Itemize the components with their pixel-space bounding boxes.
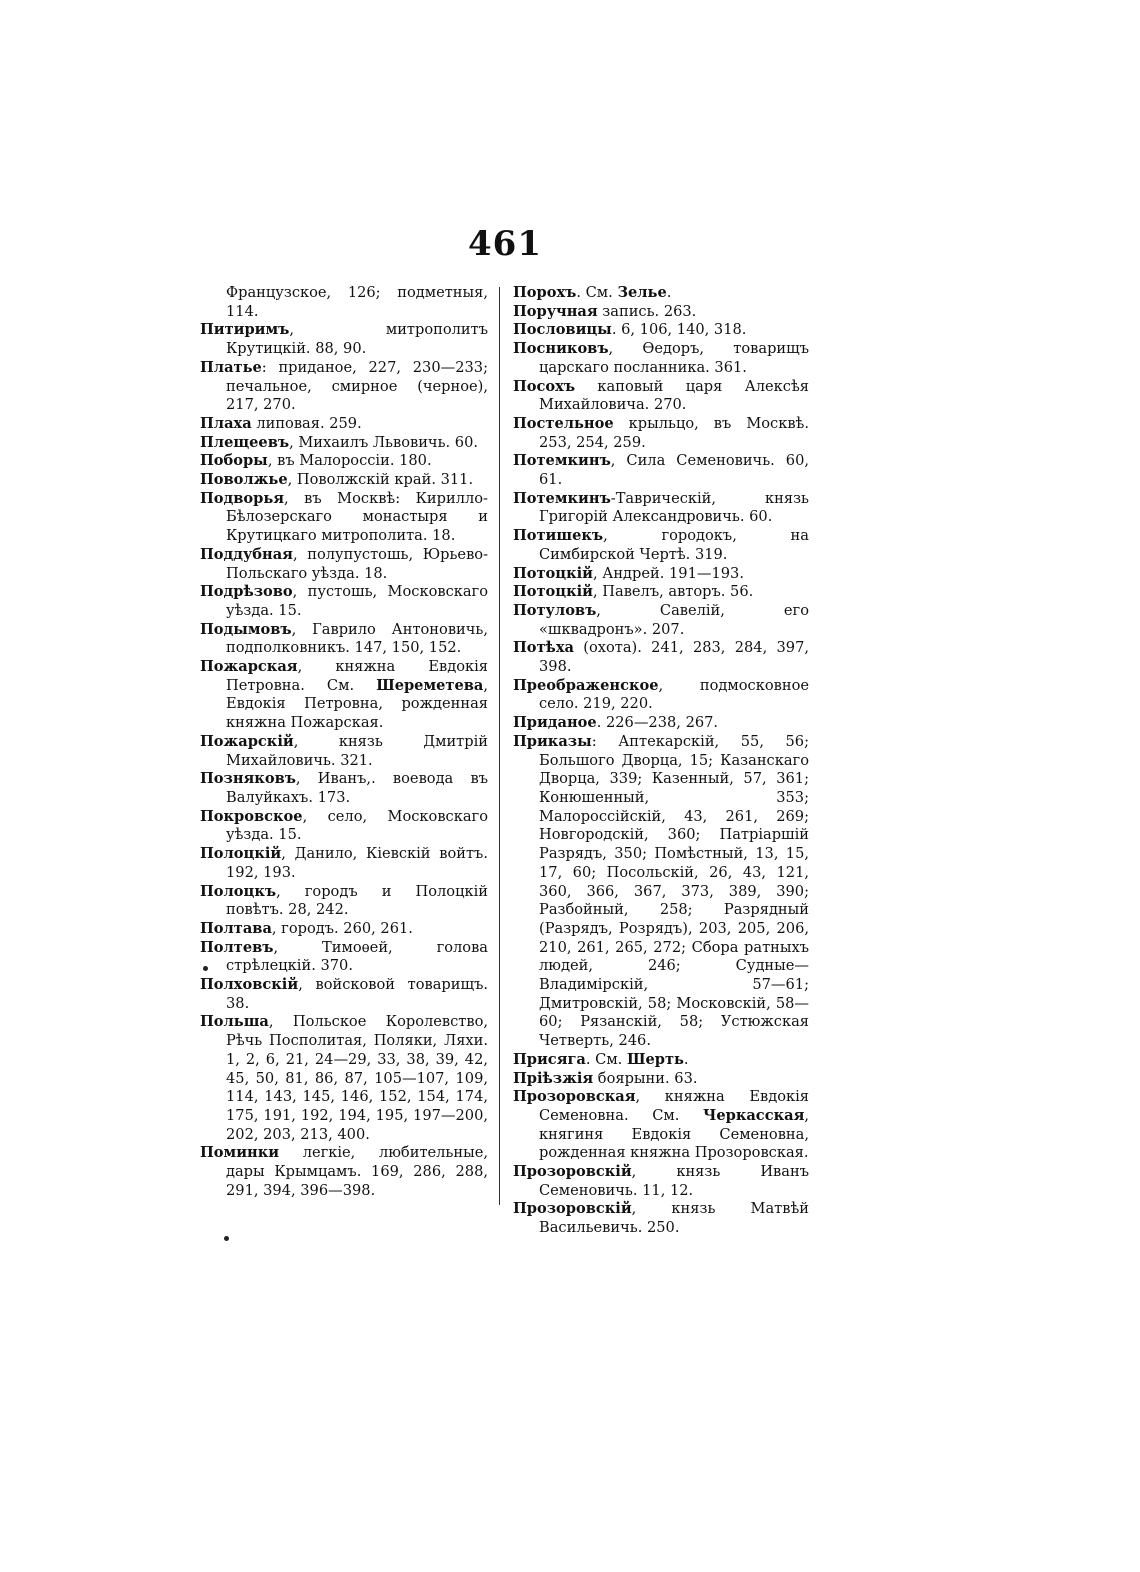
entry-headword: Посниковъ (513, 340, 609, 358)
entry-text: , Польское Королевство, Рѣчь Посполитая, Поляки, Ляхи. 1, 2, 6, 21, 24—29, 33, 38, 39, 42, 45, 50, 81, 86, 87, 105—107, 109, 114, 143, 145, 146, 152, 154, 174, 175, 191, 192, 194, 195, 197—200, 202, 203, 213, 400. (226, 1013, 488, 1143)
entry-headword: Покровское (200, 807, 303, 825)
index-entry (513, 415, 809, 452)
index-entry (200, 321, 488, 358)
entry-text: , князь Матвѣй Васильевичь. 250. (539, 1200, 809, 1237)
index-entry (200, 808, 488, 845)
index-entry (513, 1070, 809, 1089)
entry-headword: Полтевъ (200, 938, 274, 956)
stray-mark (203, 966, 208, 971)
entry-text: , Евдокія Петровна, рожденная княжна Пожарская. (226, 676, 488, 732)
entry-text: . (666, 284, 672, 301)
index-entry (513, 639, 809, 676)
index-entry (513, 565, 809, 584)
entry-headword: Потемкинъ (513, 452, 611, 470)
entry-headword: Полховскій (200, 976, 299, 994)
entry-text: . (683, 1050, 689, 1068)
index-entry (513, 583, 809, 602)
entry-text: легкіе, любительные, дары Крымцамъ. 169, 286, 288, 291, 394, 396—398. (226, 1144, 488, 1199)
index-entry (200, 546, 488, 583)
index-entry (513, 303, 809, 322)
index-entry (200, 976, 488, 1013)
entry-headword: Поволжье (200, 471, 288, 489)
entry-headword: Пословицы (513, 321, 612, 339)
index-entry (200, 1013, 488, 1144)
entry-text: , село, Московскаго уѣзда. 15. (226, 807, 488, 844)
entry-text: , городъ и Полоцкій повѣтъ. 28, 242. (226, 882, 488, 919)
entry-text: , въ Москвѣ: Кирилло-Бѣлозерскаго монастыря и Крутицкаго митрополита. 18. (226, 489, 488, 545)
entry-text: , въ Малороссіи. 180. (267, 452, 432, 470)
entry-headword: Полоцкій (200, 845, 282, 863)
entry-headword: Подворья (200, 489, 285, 507)
entry-text: липовая. 259. (251, 414, 362, 432)
entry-headword: Зелье (617, 284, 667, 301)
entry-headword: Потемкинъ (513, 489, 611, 507)
entry-headword: Поборы (200, 452, 268, 470)
entry-text: Французское, 126; подметныя, 114. (226, 284, 488, 320)
index-entry (513, 340, 809, 377)
index-entry (200, 939, 488, 976)
page-number: 461 (468, 224, 542, 264)
entry-headword: Постельное (513, 414, 614, 432)
entry-text: (охота). 241, 283, 284, 397, 398. (539, 639, 809, 676)
entry-headword: Польша (200, 1013, 269, 1031)
index-entry (200, 920, 488, 939)
entry-text: , Павелъ, авторъ. 56. (592, 583, 754, 601)
entry-headword: Плаха (200, 414, 252, 432)
entry-text: , Иванъ,. воевода въ Валуйкахъ. 173. (226, 770, 488, 806)
entry-text: , подмосковное село. 219, 220. (539, 676, 809, 713)
entry-headword: Прозоровскій (513, 1200, 632, 1218)
column-divider (499, 287, 500, 1205)
index-entry (200, 658, 488, 733)
entry-text: , городъ. 260, 261. (271, 919, 413, 937)
entry-headword: Подрѣзово (200, 583, 293, 601)
index-entry (200, 284, 488, 321)
index-entry (200, 359, 488, 415)
index-entry (200, 415, 488, 434)
index-entry (200, 434, 488, 453)
index-entry (513, 602, 809, 639)
entry-headword: Питиримъ (200, 321, 290, 339)
entry-text: , князь Дмитрій Михайловичь. 321. (226, 732, 488, 769)
entry-text: . 6, 106, 140, 318. (611, 321, 747, 339)
entry-text: , княгиня Евдокія Семеновна, рожденная княжна Прозоровская. (539, 1106, 809, 1162)
entry-headword: Шереметева (376, 676, 484, 694)
entry-headword: Полтава (200, 919, 272, 937)
entry-text: , Сила Семеновичь. 60, 61. (539, 452, 809, 489)
index-entry (200, 583, 488, 620)
index-entry (513, 1051, 809, 1070)
entry-headword: Черкасская (703, 1106, 805, 1124)
entry-headword: Прозоровскій (513, 1163, 632, 1181)
index-entry (513, 321, 809, 340)
index-entry (200, 490, 488, 546)
entry-text: , Андрей. 191—193. (592, 564, 744, 582)
entry-text: запись. 263. (597, 302, 697, 320)
entry-headword: Пожарскій (200, 732, 294, 750)
entry-headword: Приданое (513, 714, 597, 732)
entry-headword: Порохъ (513, 284, 577, 301)
entry-text: , Поволжскій край. 311. (287, 471, 474, 489)
entry-text: , Тимоѳей, голова стрѣлецкій. 370. (226, 938, 488, 975)
entry-text: , княжна Евдокія Семеновна. См. (539, 1088, 809, 1124)
index-entry (513, 1200, 809, 1237)
entry-text: . См. (585, 1050, 627, 1068)
entry-text: : приданое, 227, 230—233; печальное, смирное (черное), 217, 270. (226, 358, 488, 414)
entry-headword: Потишекъ (513, 527, 604, 545)
entry-text: , пустошь, Московскаго уѣзда. 15. (226, 583, 488, 619)
index-entry (200, 452, 488, 471)
entry-text: . 226—238, 267. (596, 714, 719, 732)
entry-headword: Потуловъ (513, 601, 597, 619)
index-entry (513, 490, 809, 527)
index-entry (200, 883, 488, 920)
index-entry (200, 845, 488, 882)
index-column-right (513, 284, 809, 1238)
entry-text: , Ѳедоръ, товарищъ царскаго посланника. 361. (539, 340, 809, 376)
entry-headword: Полоцкъ (200, 882, 277, 900)
index-entry (513, 1163, 809, 1200)
entry-headword: Шерть (626, 1050, 684, 1068)
entry-text: боярыни. 63. (593, 1069, 698, 1087)
index-entry (200, 733, 488, 770)
entry-headword: Поминки (200, 1144, 280, 1162)
index-entry (513, 378, 809, 415)
entry-headword: Подымовъ (200, 620, 292, 638)
entry-headword: Позняковъ (200, 770, 296, 788)
entry-headword: Потѣха (513, 639, 574, 657)
entry-headword: Пріѣзжія (513, 1069, 594, 1087)
index-entry (200, 621, 488, 658)
index-entry (513, 714, 809, 733)
entry-text: , княжна Евдокія Петровна. См. (226, 658, 488, 694)
index-entry (513, 527, 809, 564)
index-entry (200, 471, 488, 490)
entry-text: , Гаврило Антоновичь, подполковникъ. 147, 150, 152. (226, 620, 488, 657)
entry-text: , князь Иванъ Семеновичь. 11, 12. (539, 1163, 809, 1199)
index-entry (513, 1088, 809, 1163)
entry-headword: Присяга (513, 1050, 586, 1068)
entry-headword: Пожарская (200, 658, 298, 676)
entry-text: , митрополитъ Крутицкій. 88, 90. (226, 321, 488, 358)
entry-text: каповый царя Алексѣя Михайловича. 270. (539, 377, 809, 414)
entry-text: : Аптекарскій, 55, 56; Большого Дворца, 15; Казанскаго Дворца, 339; Казенный, 57, 361; Конюшенный, 353; Малороссійскій, 43, 261, 269; Новгородскій, 360; Патріаршій Разрядъ, 350; Помѣстный, 13, 15, 17, 60; Посольскій, 26, 43, 121, 360, 366, 367, 373, 389, 390; Разбойный, 258; Разрядный (Разрядъ, Розрядъ), 203, 205, 206, 210, 261, 265, 272; Сбора ратныхъ людей, 246; Судные—Владимірскій, 57—61; Дмитровскій, 58; Московскій, 58—60; Рязанскій, 58; Устюжская Четверть, 246. (539, 732, 809, 1050)
index-entry (200, 770, 488, 807)
entry-headword: Посохъ (513, 377, 576, 395)
entry-text: , полупустошь, Юрьево-Польскаго уѣзда. 18. (226, 545, 488, 582)
index-entry (513, 452, 809, 489)
index-entry (513, 284, 809, 303)
entry-headword: Преображенское (513, 676, 659, 694)
entry-headword: Потоцкій (513, 583, 593, 601)
entry-headword: Поручная (513, 302, 598, 320)
index-entry (513, 677, 809, 714)
entry-text: , Данило, Кіевскій войтъ. 192, 193. (226, 845, 488, 881)
entry-text: , Савелій, его «шквадронъ». 207. (539, 601, 809, 638)
entry-headword: Потоцкій (513, 564, 593, 582)
entry-headword: Платье (200, 358, 262, 376)
index-entry (200, 1144, 488, 1200)
stray-mark (224, 1236, 229, 1241)
entry-headword: Плещеевъ (200, 433, 290, 451)
entry-text: -Таврическій, князь Григорій Александровичь. 60. (539, 489, 809, 526)
entry-headword: Приказы (513, 732, 592, 750)
index-entry (513, 733, 809, 1051)
index-column-left (200, 284, 488, 1200)
entry-text: . См. (576, 284, 618, 301)
entry-text: крыльцо, въ Москвѣ. 253, 254, 259. (539, 414, 809, 451)
entry-headword: Поддубная (200, 545, 293, 563)
entry-text: , городокъ, на Симбирской Чертѣ. 319. (539, 527, 809, 563)
entry-text: , Михаилъ Львовичь. 60. (289, 433, 479, 451)
entry-text: , войсковой товарищъ. 38. (226, 976, 488, 1012)
entry-headword: Прозоровская (513, 1088, 636, 1106)
